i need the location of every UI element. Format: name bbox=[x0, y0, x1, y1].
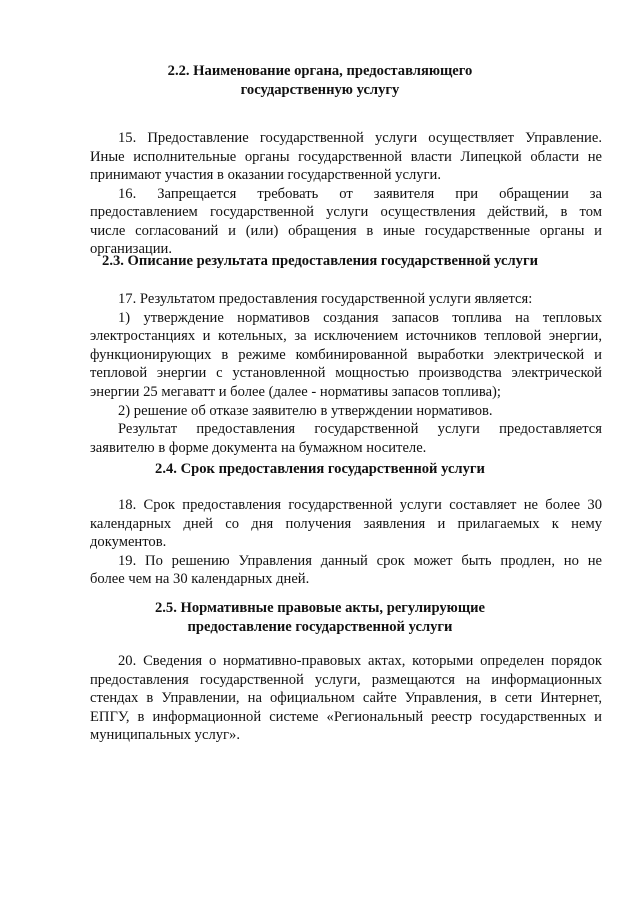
text-line: ЕПГУ, в информационной системе «Региональный реестр государственных и bbox=[90, 708, 602, 725]
text-line: стендах в Управлении, на официальном сайте Управления, в сети Интернет, bbox=[90, 690, 602, 707]
text-line: энергии 25 мегаватт и более (далее - нормативы запасов топлива); bbox=[90, 383, 501, 400]
section-heading-2-4 bbox=[0, 460, 640, 479]
text-line: 16. Запрещается требовать от заявителя при обращении за bbox=[118, 185, 602, 202]
text-line: документов. bbox=[90, 534, 167, 551]
text-line: тепловой энергии с установленной мощностью производства электрической bbox=[90, 365, 602, 382]
text-line: предоставлением государственной услуги осуществления действий, в том bbox=[90, 204, 602, 221]
text-line: 20. Сведения о нормативно-правовых актах, которыми определен порядок bbox=[118, 653, 602, 669]
paragraph-result bbox=[90, 420, 602, 457]
paragraph-17-item-2 bbox=[90, 402, 602, 421]
text-line: принимают участия в оказании государственной услуги. bbox=[90, 167, 441, 184]
text-line: функционирующих в режиме комбинированной выработки электрической и bbox=[90, 346, 602, 363]
text-line: организации. bbox=[90, 241, 172, 258]
text-line: 1) утверждение нормативов создания запасов топлива на тепловых bbox=[118, 309, 602, 326]
text-line: 19. По решению Управления данный срок может быть продлен, но не bbox=[118, 552, 602, 569]
heading-line: государственную услугу bbox=[240, 81, 400, 98]
section-heading-2-3 bbox=[0, 252, 640, 271]
text-line: числе согласований и (или) обращения в иные государственные органы и bbox=[90, 222, 602, 239]
text-line: муниципальных услуг». bbox=[90, 727, 240, 744]
heading-line: 2.4. Срок предоставления государственной услуги bbox=[155, 461, 485, 477]
paragraph-19 bbox=[90, 552, 602, 589]
section-heading-2-2 bbox=[0, 62, 640, 99]
paragraph-18 bbox=[90, 496, 602, 552]
heading-line: 2.3. Описание результата предоставления государственной услуги bbox=[102, 253, 538, 269]
paragraph-20 bbox=[90, 652, 602, 745]
text-line: 2) решение об отказе заявителю в утверждении нормативов. bbox=[118, 402, 493, 419]
heading-line: предоставление государственной услуги bbox=[187, 618, 453, 635]
text-line: электростанциях и котельных, за исключением источников тепловой энергии, bbox=[90, 328, 602, 345]
paragraph-17-item-1 bbox=[90, 309, 602, 402]
paragraph-17 bbox=[90, 290, 602, 309]
text-line: 15. Предоставление государственной услуги осуществляет Управление. bbox=[118, 130, 602, 146]
text-line: Результат предоставления государственной услуги предоставляется bbox=[118, 421, 602, 438]
text-line: календарных дней со дня получения заявления и прилагаемых к нему bbox=[90, 515, 602, 532]
paragraph-16 bbox=[90, 166, 602, 259]
section-heading-2-5 bbox=[0, 599, 640, 636]
heading-line: 2.2. Наименование органа, предоставляющего bbox=[167, 63, 473, 79]
text-line: 18. Срок предоставления государственной услуги составляет не более 30 bbox=[118, 497, 602, 513]
text-line: предоставления государственной услуги, размещаются на информационных bbox=[90, 671, 602, 688]
heading-line: 2.5. Нормативные правовые акты, регулирующие bbox=[154, 600, 486, 616]
text-line: заявителю в форме документа на бумажном носителе. bbox=[90, 439, 427, 456]
text-line: Иные исполнительные органы государственной власти Липецкой области не bbox=[90, 148, 602, 165]
text-line: более чем на 30 календарных дней. bbox=[90, 571, 310, 588]
text-line: 17. Результатом предоставления государственной услуги является: bbox=[118, 291, 533, 307]
